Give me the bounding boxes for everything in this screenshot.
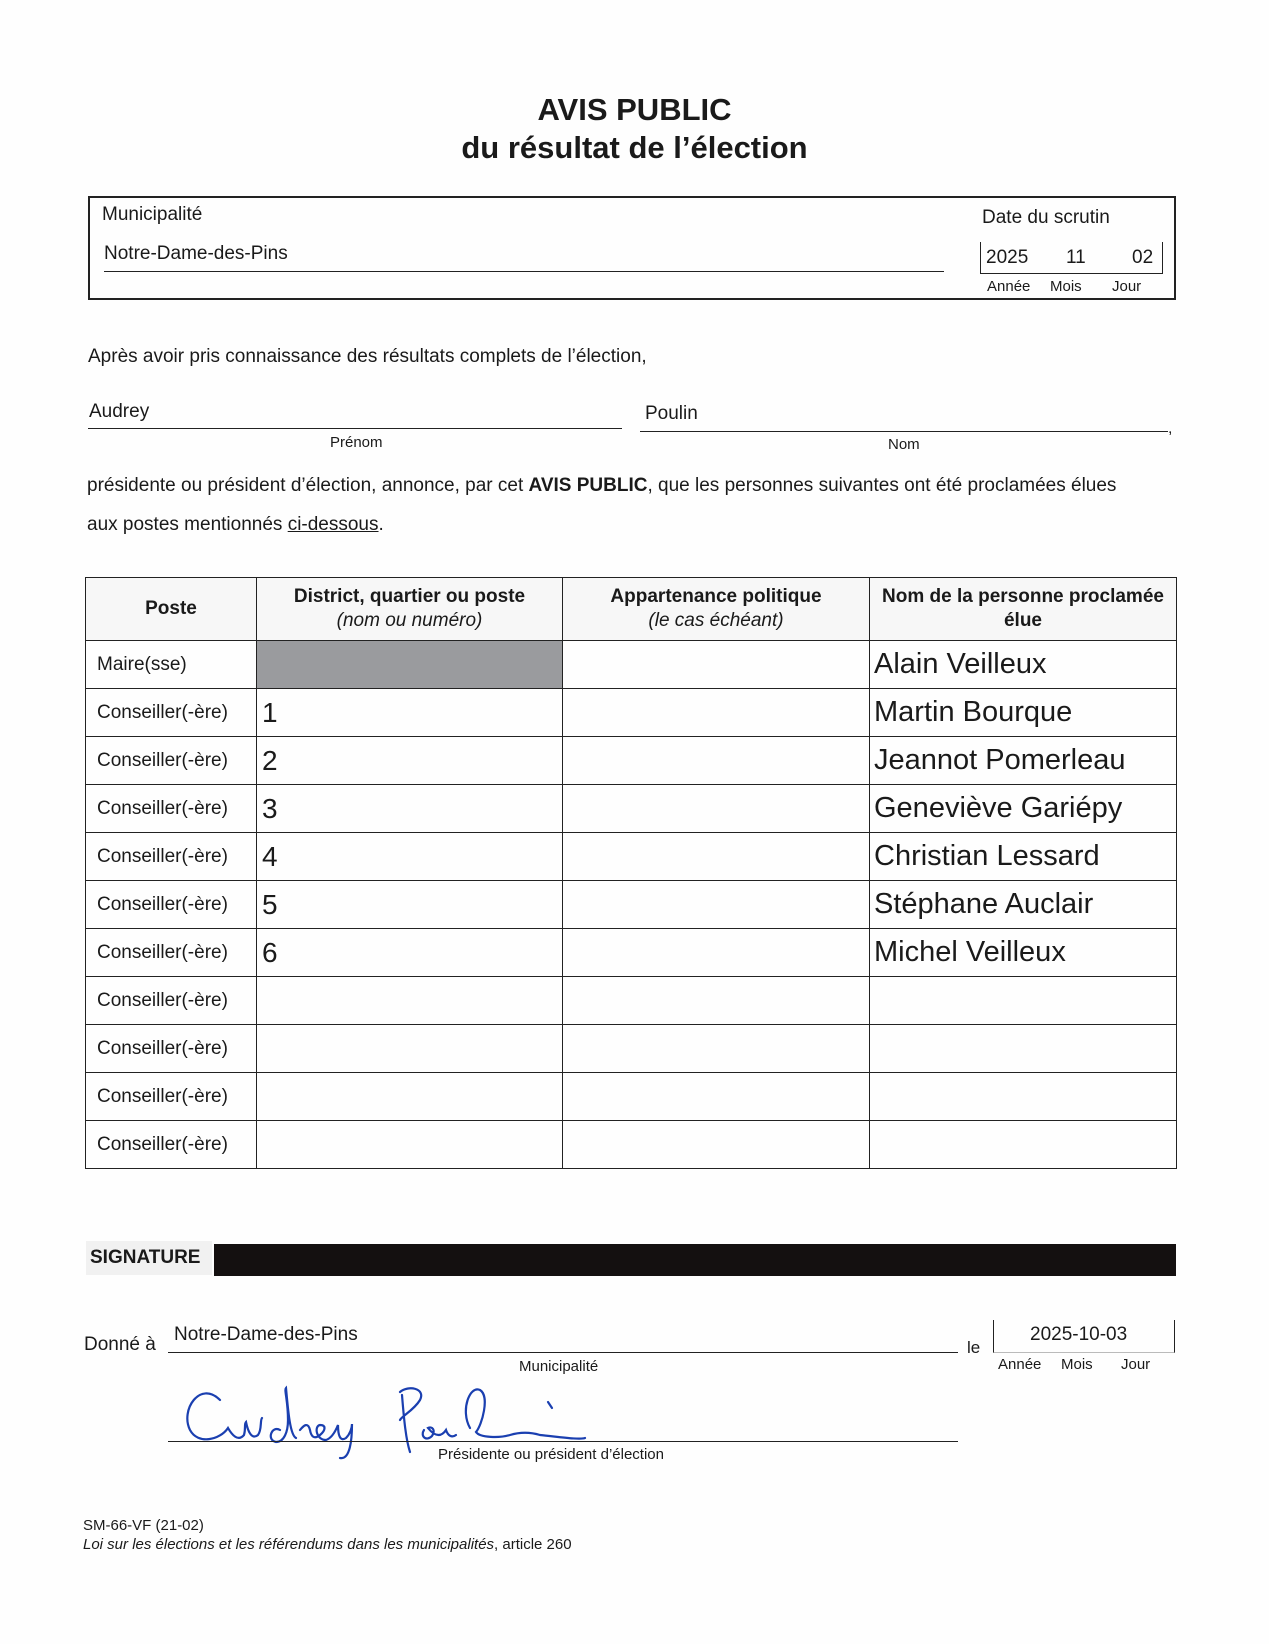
poste-cell: Conseiller(-ère): [86, 929, 257, 977]
municipality-label: Municipalité: [102, 204, 203, 225]
poste-cell: Conseiller(-ère): [86, 833, 257, 881]
month-label: Mois: [1050, 278, 1082, 295]
elected-name-cell[interactable]: Alain Veilleux: [870, 641, 1177, 689]
poste-cell: Maire(sse): [86, 641, 257, 689]
poste-cell: Conseiller(-ère): [86, 977, 257, 1025]
header-title: Appartenance politique: [610, 586, 822, 607]
elected-name-cell[interactable]: Martin Bourque: [870, 689, 1177, 737]
table-row: [86, 641, 1177, 689]
law-reference: [83, 1536, 572, 1553]
elected-name-cell[interactable]: [870, 1073, 1177, 1121]
district-cell[interactable]: 6: [257, 929, 563, 977]
poste-cell: Conseiller(-ère): [86, 1025, 257, 1073]
first-name-underline: [88, 428, 622, 429]
party-cell[interactable]: [563, 1121, 870, 1169]
first-name-field[interactable]: Audrey: [89, 401, 150, 422]
party-cell[interactable]: [563, 737, 870, 785]
ci-dessous-underlined: ci-dessous: [287, 514, 379, 535]
table-row: [86, 1073, 1177, 1121]
day-label: Jour: [1121, 1356, 1151, 1373]
district-cell[interactable]: [257, 1073, 563, 1121]
day-label: Jour: [1112, 278, 1142, 295]
poste-cell: Conseiller(-ère): [86, 1121, 257, 1169]
header-title: District, quartier ou poste: [293, 586, 526, 607]
district-cell[interactable]: 2: [257, 737, 563, 785]
signature-line: [168, 1441, 958, 1442]
document-subtitle: du résultat de l’élection: [461, 130, 808, 165]
table-row: [86, 977, 1177, 1025]
header-elected: [870, 578, 1177, 641]
header-subtitle: (le cas échéant): [648, 610, 784, 631]
avis-public-emphasis: AVIS PUBLIC: [528, 475, 648, 496]
year-label: Année: [987, 278, 1031, 295]
party-cell[interactable]: [563, 929, 870, 977]
elected-name-cell[interactable]: Christian Lessard: [870, 833, 1177, 881]
elected-name-cell[interactable]: Michel Veilleux: [870, 929, 1177, 977]
municipality-field[interactable]: Notre-Dame-des-Pins: [104, 243, 288, 264]
party-cell[interactable]: [563, 641, 870, 689]
le-label: le: [967, 1338, 981, 1357]
party-cell[interactable]: [563, 881, 870, 929]
elected-name-cell[interactable]: [870, 1025, 1177, 1073]
poste-cell: Conseiller(-ère): [86, 881, 257, 929]
header-title: Nom de la personne proclamée élue: [882, 586, 1164, 631]
comma: ,: [1168, 420, 1173, 437]
election-date-day: 02: [1132, 247, 1154, 268]
given-at-label: Donné à: [84, 1334, 156, 1355]
given-at-field[interactable]: Notre-Dame-des-Pins: [174, 1324, 358, 1345]
header-subtitle: (nom ou numéro): [336, 610, 483, 631]
table-row: [86, 737, 1177, 785]
table-header-row: [86, 578, 1177, 641]
para-text: aux postes mentionnés: [87, 514, 288, 535]
elected-name-cell[interactable]: [870, 1121, 1177, 1169]
party-cell[interactable]: [563, 833, 870, 881]
signer-role-label: Présidente ou président d’élection: [438, 1446, 664, 1463]
header-district: [257, 578, 563, 641]
table-row: [86, 689, 1177, 737]
announcement-paragraph: [87, 475, 1116, 497]
table-row: [86, 1121, 1177, 1169]
party-cell[interactable]: [563, 1025, 870, 1073]
law-article: , article 260: [494, 1536, 572, 1553]
elected-name-cell[interactable]: Jeannot Pomerleau: [870, 737, 1177, 785]
header-poste: [86, 578, 257, 641]
para-text: , que les personnes suivantes ont été proclamées élues: [647, 475, 1117, 496]
table-row: [86, 881, 1177, 929]
first-name-label: Prénom: [330, 434, 383, 451]
last-name-label: Nom: [888, 436, 920, 453]
poste-cell: Conseiller(-ère): [86, 785, 257, 833]
district-cell[interactable]: 4: [257, 833, 563, 881]
election-date-month: 11: [1066, 247, 1086, 268]
para-text: .: [378, 514, 384, 535]
last-name-field[interactable]: Poulin: [645, 403, 698, 424]
district-cell[interactable]: [257, 1025, 563, 1073]
para-text: présidente ou président d’élection, annonce, par cet: [87, 475, 529, 496]
table-row: [86, 785, 1177, 833]
last-name-underline: [640, 431, 1168, 432]
announcement-paragraph-end: [87, 514, 384, 536]
elected-name-cell[interactable]: Stéphane Auclair: [870, 881, 1177, 929]
given-at-underline: [168, 1352, 958, 1353]
election-date-year: 2025: [986, 247, 1029, 268]
district-cell[interactable]: 1: [257, 689, 563, 737]
results-table: [85, 577, 1177, 1169]
document-title: AVIS PUBLIC: [537, 92, 732, 127]
party-cell[interactable]: [563, 1073, 870, 1121]
poste-cell: Conseiller(-ère): [86, 689, 257, 737]
elected-name-cell[interactable]: [870, 977, 1177, 1025]
intro-text: Après avoir pris connaissance des résultats complets de l’élection,: [88, 346, 647, 367]
party-cell[interactable]: [563, 689, 870, 737]
district-cell[interactable]: [257, 1121, 563, 1169]
elected-name-cell[interactable]: Geneviève Gariépy: [870, 785, 1177, 833]
given-at-municipality-label: Municipalité: [519, 1358, 599, 1375]
header-title: Poste: [145, 598, 197, 619]
table-row: [86, 929, 1177, 977]
law-title: Loi sur les élections et les référendums dans les municipalités: [83, 1536, 495, 1553]
year-label: Année: [998, 1356, 1042, 1373]
poste-cell: Conseiller(-ère): [86, 737, 257, 785]
signature-redaction-bar: [214, 1244, 1176, 1276]
district-cell[interactable]: 3: [257, 785, 563, 833]
party-cell[interactable]: [563, 977, 870, 1025]
poste-cell: Conseiller(-ère): [86, 1073, 257, 1121]
month-label: Mois: [1061, 1356, 1093, 1373]
district-cell[interactable]: 5: [257, 881, 563, 929]
district-cell[interactable]: [257, 641, 563, 689]
municipality-underline: [104, 271, 944, 272]
signature-label: SIGNATURE: [86, 1241, 212, 1275]
party-cell[interactable]: [563, 785, 870, 833]
header-party: [563, 578, 870, 641]
given-date-value: 2025-10-03: [1030, 1324, 1128, 1345]
election-date-label: Date du scrutin: [982, 207, 1110, 228]
table-row: [86, 1025, 1177, 1073]
form-code: SM-66-VF (21-02): [83, 1517, 204, 1534]
table-row: [86, 833, 1177, 881]
district-cell[interactable]: [257, 977, 563, 1025]
